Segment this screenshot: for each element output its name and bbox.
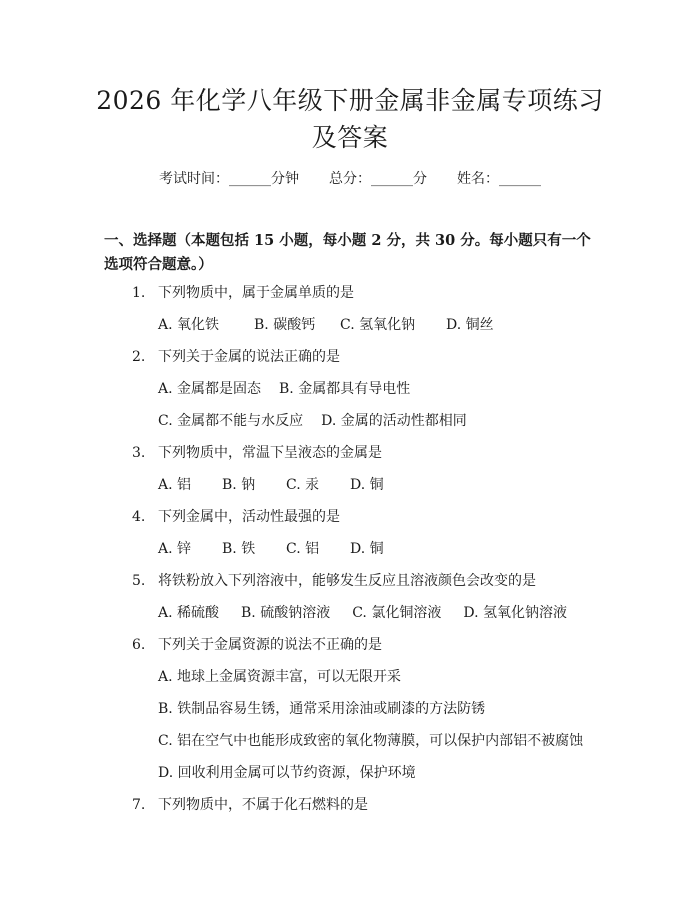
- exam-meta: [0, 168, 700, 188]
- question-4: [132, 506, 340, 526]
- question-text: 下列物质中，不属于化石燃料的是: [158, 797, 368, 813]
- question-text: 下列金属中，活动性最强的是: [158, 509, 340, 525]
- option-d: D. 氢氧化钠溶液: [463, 605, 567, 621]
- question-number: 3.: [132, 445, 146, 461]
- question-3: [132, 442, 382, 462]
- option-a: A. 锌: [158, 541, 192, 557]
- question-number: 7.: [132, 797, 146, 813]
- option-c: C. 氯化铜溶液: [352, 605, 442, 621]
- question-6: [132, 634, 382, 654]
- option-c: C. 铝: [286, 541, 320, 557]
- question-6-option-a: A. 地球上金属资源丰富，可以无限开采: [158, 669, 402, 685]
- question-4-options: [158, 538, 384, 558]
- question-number: 2.: [132, 349, 146, 365]
- question-text: 下列物质中，常温下呈液态的金属是: [158, 445, 382, 461]
- option-b: B. 铁: [222, 541, 256, 557]
- page-title: [60, 82, 640, 156]
- question-number: 4.: [132, 509, 146, 525]
- question-7: [132, 794, 368, 814]
- question-text: 将铁粉放入下列溶液中，能够发生反应且溶液颜色会改变的是: [158, 573, 536, 589]
- section-heading: 一、选择题（本题包括 15 小题，每小题 2 分，共 30 分。每小题只有一个选项符合题意。）: [104, 232, 591, 273]
- title-line-1: 2026 年化学八年级下册金属非金属专项练习: [96, 86, 604, 115]
- option-d: D. 铜丝: [446, 317, 494, 333]
- option-d: D. 金属的活动性都相同: [321, 413, 467, 429]
- question-6-option-c: C. 铝在空气中也能形成致密的氧化物薄膜，可以保护内部铝不被腐蚀: [158, 733, 584, 749]
- option-c: C. 汞: [286, 477, 320, 493]
- option-a: A. 铝: [158, 477, 192, 493]
- option-d: D. 铜: [350, 477, 384, 493]
- title-line-2: 及答案: [311, 123, 389, 152]
- question-number: 1.: [132, 285, 146, 301]
- option-b: B. 硫酸钠溶液: [241, 605, 331, 621]
- question-2: [132, 346, 340, 366]
- question-2-options-row-1: [158, 378, 410, 398]
- question-number: 6.: [132, 637, 146, 653]
- question-5: [132, 570, 536, 590]
- question-3-options: [158, 474, 384, 494]
- question-6-option-b: B. 铁制品容易生锈，通常采用涂油或刷漆的方法防锈: [158, 701, 486, 717]
- option-d: D. 铜: [350, 541, 384, 557]
- option-a: A. 金属都是固态: [158, 381, 262, 397]
- question-1: [132, 282, 354, 302]
- option-c: C. 金属都不能与水反应: [158, 413, 304, 429]
- question-text: 下列关于金属资源的说法不正确的是: [158, 637, 382, 653]
- question-text: 下列物质中，属于金属单质的是: [158, 285, 354, 301]
- student-name: 姓名：______: [457, 171, 541, 187]
- question-6-option-d: D. 回收利用金属可以节约资源，保护环境: [158, 765, 416, 781]
- option-a: A. 氧化铁: [158, 317, 220, 333]
- option-b: B. 碳酸钙: [254, 317, 316, 333]
- option-c: C. 氢氧化钠: [340, 317, 416, 333]
- question-1-options: [158, 314, 494, 334]
- question-number: 5.: [132, 573, 146, 589]
- exam-time: 考试时间：______分钟: [159, 171, 299, 187]
- option-a: A. 稀硫酸: [158, 605, 220, 621]
- question-text: 下列关于金属的说法正确的是: [158, 349, 340, 365]
- option-b: B. 钠: [222, 477, 256, 493]
- total-score: 总分：______分: [329, 171, 427, 187]
- question-5-options: [158, 602, 567, 622]
- option-b: B. 金属都具有导电性: [279, 381, 411, 397]
- question-2-options-row-2: [158, 410, 467, 430]
